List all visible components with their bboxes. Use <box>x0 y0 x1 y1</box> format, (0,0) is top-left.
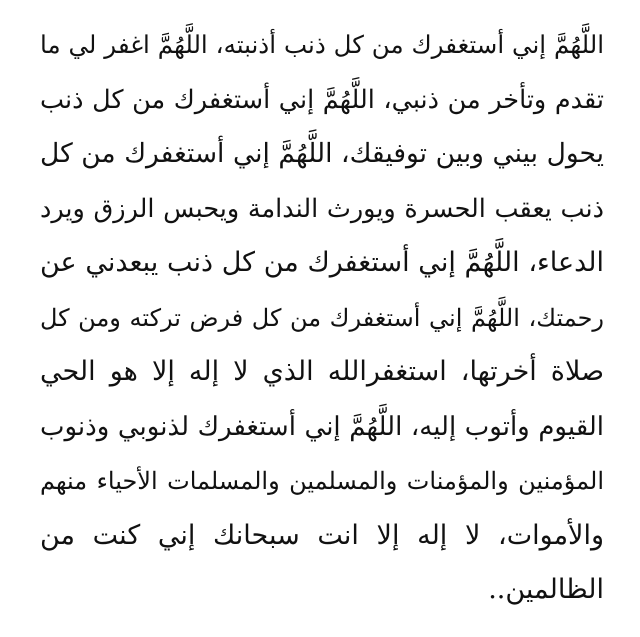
text-line-2: تقدم وتأخر من ذنبي، اللَّهُمَّ إني أستغفرك من كل ذنب <box>40 84 604 115</box>
text-line-4: ذنب يعقب الحسرة ويورث الندامة ويحبس الرزق ويرد <box>40 193 604 224</box>
text-line-1: اللَّهُمَّ إني أستغفرك من كل ذنب أذنبته، اللَّهُمَّ اغفر لي ما <box>40 30 604 59</box>
text-line-10: والأموات، لا إله إلا انت سبحانك إني كنت من <box>40 519 604 551</box>
text-line-5: الدعاء، اللَّهُمَّ إني أستغفرك من كل ذنب يبعدني عن <box>40 247 604 278</box>
text-line-11: الظالمين.. <box>488 574 604 605</box>
prayer-text <box>40 18 604 618</box>
text-line-9: المؤمنين والمؤمنات والمسلمين والمسلمات الأحياء منهم <box>40 467 604 495</box>
text-line-7: صلاة أخرتها، استغفرالله الذي لا إله إلا هو الحي <box>40 356 604 387</box>
text-line-3: يحول بيني وبين توفيقك، اللَّهُمَّ إني أستغفرك من كل <box>40 138 604 169</box>
text-line-8: القيوم وأتوب إليه، اللَّهُمَّ إني أستغفرك لذنوبي وذنوب <box>40 411 604 442</box>
text-line-6: رحمتك، اللَّهُمَّ إني أستغفرك من كل فرض تركته ومن كل <box>40 303 604 332</box>
